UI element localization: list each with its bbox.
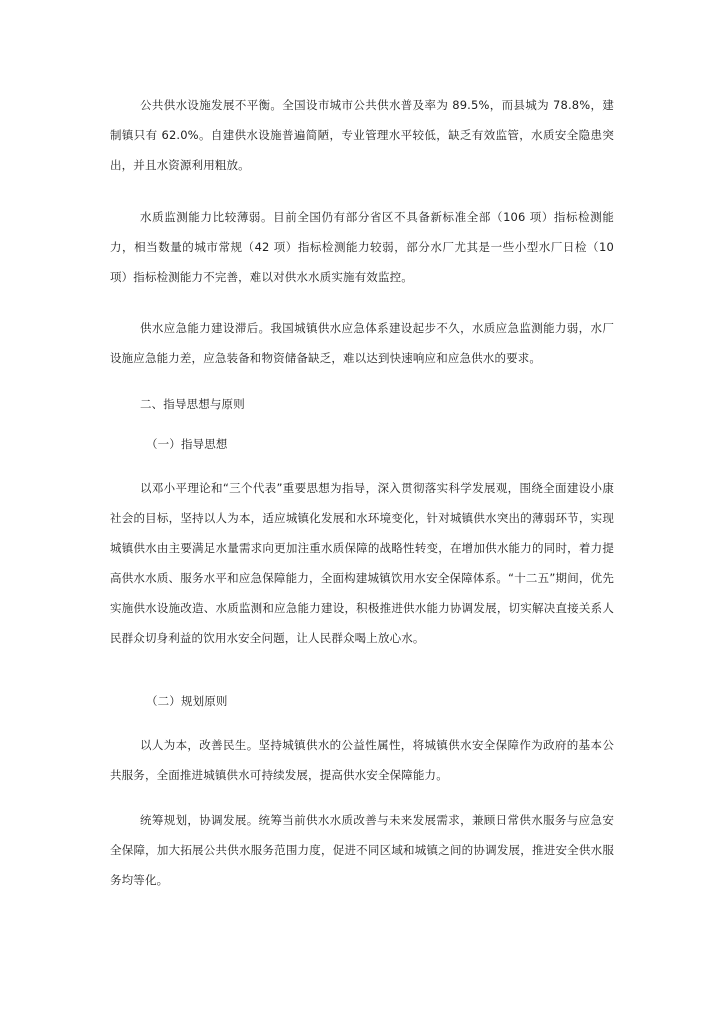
paragraph-water-facilities: 公共供水设施发展不平衡。全国设市城市公共供水普及率为 89.5%，而县城为 78.8%，建制镇只有 62.0%。自建供水设施普遍简陋，专业管理水平较低，缺乏有效监管，水质安全隐患突出，并且水资源利用粗放。 [110,98,614,172]
section-heading-guiding-principles: 二、指导思想与原则 [140,397,245,411]
paragraph-people-oriented: 以人为本，改善民生。坚持城镇供水的公益性属性，将城镇供水安全保障作为政府的基本公共服务，全面推进城镇供水可持续发展，提高供水安全保障能力。 [110,738,614,782]
subsection-heading-guiding-thought: （一）指导思想 [146,437,228,451]
paragraph-emergency-capacity: 供水应急能力建设滞后。我国城镇供水应急体系建设起步不久，水质应急监测能力弱，水厂设施应急能力差，应急装备和物资储备缺乏，难以达到快速响应和应急供水的要求。 [110,321,614,365]
subsection-heading-planning-principles: （二）规划原则 [146,694,228,708]
paragraph-guiding-thought: 以邓小平理论和“三个代表”重要思想为指导，深入贯彻落实科学发展观，围绕全面建设小康社会的目标，坚持以人为本，适应城镇化发展和水环境变化，针对城镇供水突出的薄弱环节，实现城镇供水由主要满足水量需求向更加注重水质保障的战略性转变，在增加供水能力的同时，着力提高供水水质、服务水平和应急保障能力，全面构建城镇饮用水安全保障体系。“十二五”期间，优先实施供水设施改造、水质监测和应急能力建设，积极推进供水能力协调发展，切实解决直接关系人民群众切身利益的饮用水安全问题，让人民群众喝上放心水。 [110,481,614,645]
paragraph-water-monitoring: 水质监测能力比较薄弱。目前全国仍有部分省区不具备新标准全部（106 项）指标检测能力，相当数量的城市常规（42 项）指标检测能力较弱，部分水厂尤其是一些小型水厂日检（10 项）指标检测能力不完善，难以对供水水质实施有效监控。 [110,210,614,284]
paragraph-coordinated-planning: 统筹规划，协调发展。统筹当前供水水质改善与未来发展需求，兼顾日常供水服务与应急安全保障，加大拓展公共供水服务范围力度，促进不同区域和城镇之间的协调发展，推进安全供水服务均等化。 [110,813,614,887]
